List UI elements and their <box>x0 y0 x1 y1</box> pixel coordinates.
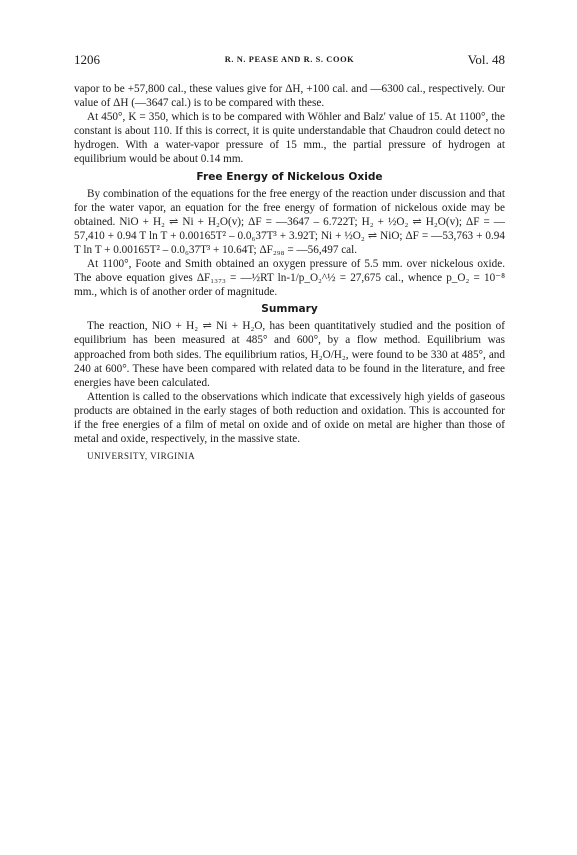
paragraph-summary-2: Attention is called to the observations which indicate that excessively high yields of gaseous products are obtained in the early stages of both reduction and oxidation. This is accounted for if the free energies of a film of metal on oxide and of oxide on metal are higher than those of metal and oxide, respectively, in the massive state. <box>74 390 505 446</box>
paragraph-free-energy-equations: By combination of the equations for the free energy of the reaction under discussion and that for the water vapor, an equation for the free energy of formation of nickelous oxide may be obtained. NiO + H₂ ⇌ Ni + H₂O(v); ΔF = —3647 – 6.722T; H₂ + ½O₂ ⇌ H₂O(v); ΔF = —57,410 + 0.94 T ln T + 0.00165T² – 0.0₆37T³ + 3.92T; Ni + ½O₂ ⇌ NiO; ΔF = —53,763 + 0.94 T ln T + 0.00165T² – 0.0₆37T³ + 10.64T; ΔF₂₉₈ = —56,497 cal. <box>74 187 505 256</box>
page-header <box>74 52 505 70</box>
paragraph-equilibrium-constant: At 450°, K = 350, which is to be compared with Wöhler and Balz' value of 15. At 1100°, the constant is about 110. If this is correct, it is quite understandable that Chaudron could detect no hydrogen. With a water-vapor pressure of 15 mm., the partial pressure of hydrogen at equilibrium would be about 0.14 mm. <box>74 111 505 166</box>
section-heading-free-energy: Free Energy of Nickelous Oxide <box>196 170 383 183</box>
journal-page <box>74 52 505 463</box>
article-body <box>74 82 505 463</box>
paragraph-continued: vapor to be +57,800 cal., these values give for ΔH, +100 cal. and —6300 cal., respectively. Our value of ΔH (—3647 cal.) is to be compared with these. <box>74 83 505 110</box>
author-affiliation: UNIVERSITY, VIRGINIA <box>87 451 196 462</box>
paragraph-summary-1: The reaction, NiO + H₂ ⇌ Ni + H₂O, has been quantitatively studied and the position of equilibrium has been measured at 485° and 600°, by a flow method. Equilibrium was approached from both sides. The equilibrium ratios, H₂O/H₂, were found to be 330 at 485°, and 240 at 600°. These have been compared with related data to be found in the literature, and free energies have been calculated. <box>74 320 505 389</box>
running-title: R. N. PEASE AND R. S. COOK <box>224 55 355 64</box>
paragraph-oxygen-pressure: At 1100°, Foote and Smith obtained an oxygen pressure of 5.5 mm. over nickelous oxide. The above equation gives ΔF₁₃₇₃ = —½RT ln-1/p_O₂^½ = 27,675 cal., whence p_O₂ = 10⁻⁸ mm., which is of another order of magnitude. <box>74 258 505 299</box>
page-number: 1206 <box>74 52 100 67</box>
section-heading-summary: Summary <box>261 303 318 316</box>
volume-label: Vol. 48 <box>467 52 505 67</box>
